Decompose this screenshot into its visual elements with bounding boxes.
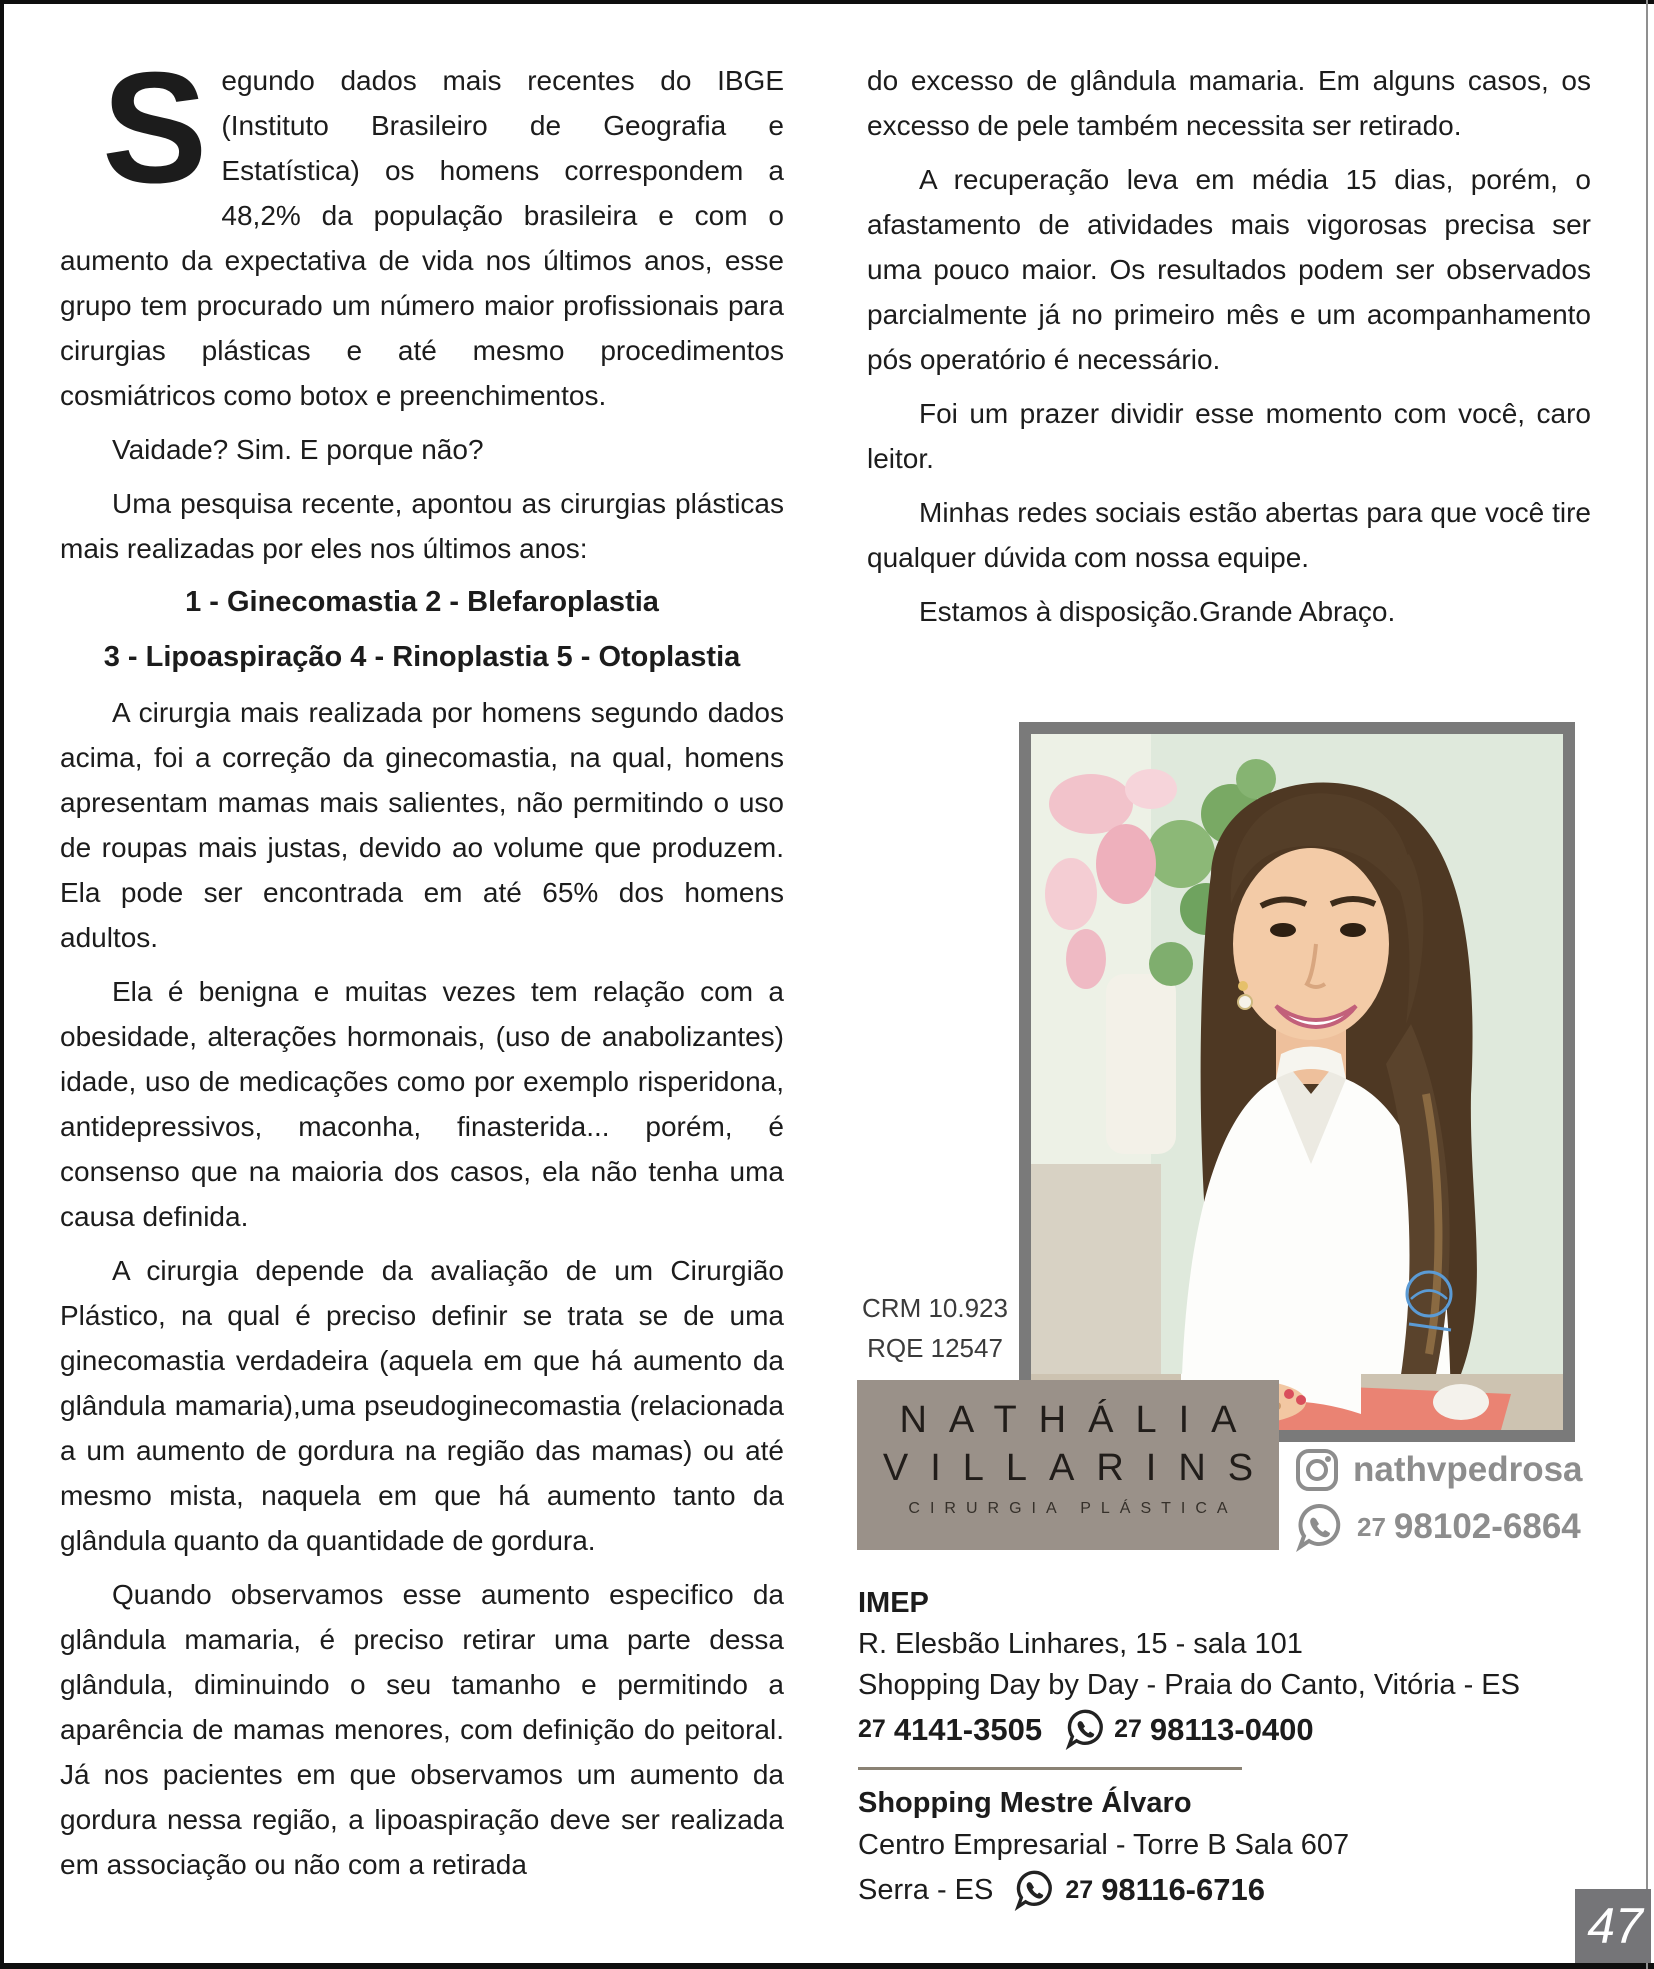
location-imep-address1: R. Elesbão Linhares, 15 - sala 101 — [858, 1628, 1303, 1660]
imep-phone2-number: 98113-0400 — [1149, 1711, 1314, 1747]
instagram-icon — [1294, 1447, 1340, 1493]
logo-name-line-2: VILLARINS — [882, 1447, 1276, 1489]
paragraph-prazer: Foi um prazer dividir esse momento com você, caro leitor. — [867, 398, 1591, 474]
page-border-right — [1646, 0, 1648, 1969]
crm-number: CRM 10.923 — [862, 1293, 1008, 1323]
instagram-row[interactable] — [1294, 1447, 1624, 1493]
paragraph-excesso: do excesso de glândula mamaria. Em alguns casos, os excesso de pele também necessita ser retirado. — [867, 65, 1591, 141]
whatsapp-icon — [1013, 1869, 1055, 1911]
paragraph-redes-sociais: Minhas redes sociais estão abertas para que você tire qualquer dúvida com nossa equipe. — [867, 497, 1591, 573]
paragraph-pesquisa: Uma pesquisa recente, apontou as cirurgias plásticas mais realizadas por eles nos últimos anos: — [60, 488, 784, 564]
paragraph-vaidade: Vaidade? Sim. E porque não? — [112, 434, 484, 465]
article-left-column — [60, 40, 784, 1896]
location-imep-address2: Shopping Day by Day - Praia do Canto, Vitória - ES — [858, 1669, 1520, 1701]
divider — [858, 1767, 1242, 1770]
paragraph-intro — [60, 40, 784, 418]
paragraph-disposicao: Estamos à disposição.Grande Abraço. — [919, 596, 1396, 627]
doctor-portrait-illustration — [1031, 734, 1563, 1430]
location-mestre-alvaro — [858, 1782, 1568, 1911]
clinic-logo — [857, 1380, 1279, 1550]
page-border-left — [0, 0, 4, 1969]
whatsapp-number: 98102-6864 — [1393, 1507, 1581, 1546]
page-number: 47 — [1575, 1889, 1651, 1963]
paragraph-intro-text: egundo dados mais recentes do IBGE (Instituto Brasileiro de Geografia e Estatística) os homens correspondem a 48,2% da população brasileira e com o aumento da expectativa de vida nos últimos anos, esse grupo tem procurado um número maior profissionais para cirurgias plásticas e até mesmo procedimentos cosmiátricos como botox e preenchimentos. — [60, 65, 784, 411]
paragraph-quando-observamos: Quando observamos esse aumento especifico da glândula mamaria, é preciso retirar uma parte dessa glândula, diminuindo o seu tamanho e permitindo a aparência de mamas menores, com definição do peitoral. Já nos pacientes em que observamos um aumento da gordura nessa região, a lipoaspiração deve ser realizada em associação ou não com a retirada — [60, 1579, 784, 1880]
drop-cap: S — [102, 40, 208, 216]
rqe-number: RQE 12547 — [867, 1333, 1003, 1363]
page-border-bottom — [0, 1963, 1654, 1969]
location-imep-name: IMEP — [858, 1587, 929, 1619]
mestre-phone-number: 98116-6716 — [1101, 1872, 1265, 1907]
whatsapp-row[interactable] — [1294, 1502, 1624, 1552]
paragraph-benigna: Ela é benigna e muitas vezes tem relação com a obesidade, alterações hormonais, (uso de anabolizantes) idade, uso de medicações como por exemplo risperidona, antidepressivos, maconha, finasterida... porém, é consenso que na maioria dos casos, ela não tenha uma causa definida. — [60, 976, 784, 1232]
location-imep — [858, 1583, 1568, 1770]
page-border-top — [0, 0, 1654, 4]
imep-phone1-ddd: 27 — [858, 1714, 886, 1743]
surgery-list-line-1: 1 - Ginecomastia 2 - Blefaroplastia — [185, 586, 659, 618]
location-mestre-name: Shopping Mestre Álvaro — [858, 1787, 1192, 1819]
surgery-list-line-2: 3 - Lipoaspiração 4 - Rinoplastia 5 - Otoplastia — [103, 641, 741, 673]
whatsapp-ddd: 27 — [1357, 1511, 1386, 1542]
imep-phone2-ddd: 27 — [1114, 1714, 1142, 1743]
paragraph-avaliacao: A cirurgia depende da avaliação de um Cirurgião Plástico, na qual é preciso definir se trata se de uma ginecomastia verdadeira (aquela em que há aumento da glândula mamaria),uma pseudoginecomastia (relacionada a um aumento de gordura na região das mamas) ou até mesmo mista, naquela em que há aumento tanto da glândula quanto da quantidade de gordura. — [60, 1255, 784, 1556]
mestre-phone-ddd: 27 — [1065, 1876, 1094, 1904]
location-imep-phones — [858, 1708, 1568, 1750]
location-mestre-address1: Centro Empresarial - Torre B Sala 607 — [858, 1829, 1350, 1861]
whatsapp-icon — [1064, 1708, 1106, 1750]
paragraph-cirurgia-mais-realizada: A cirurgia mais realizada por homens segundo dados acima, foi a correção da ginecomastia, na qual, homens apresentam mamas mais salientes, não permitindo o uso de roupas mais justas, devido ao volume que produzem. Ela pode ser encontrada em até 65% dos homens adultos. — [60, 697, 784, 953]
article-right-column — [867, 58, 1591, 643]
logo-name-line-1: NATHÁLIA — [899, 1399, 1259, 1441]
doctor-credentials — [860, 1288, 1010, 1368]
whatsapp-icon — [1294, 1502, 1344, 1552]
location-mestre-phone-row — [858, 1869, 1568, 1911]
doctor-portrait-photo — [1019, 722, 1575, 1442]
location-mestre-city: Serra - ES — [858, 1874, 994, 1906]
logo-subtitle: CIRURGIA PLÁSTICA — [908, 1500, 1238, 1517]
social-links — [1294, 1447, 1624, 1561]
paragraph-recuperacao: A recuperação leva em média 15 dias, porém, o afastamento de atividades mais vigorosas precisa ser uma pouco maior. Os resultados podem ser observados parcialmente já no primeiro mês e um acompanhamento pós operatório é necessário. — [867, 164, 1591, 375]
imep-phone1-number: 4141-3505 — [893, 1711, 1043, 1747]
instagram-handle: nathvpedrosa — [1353, 1450, 1583, 1489]
